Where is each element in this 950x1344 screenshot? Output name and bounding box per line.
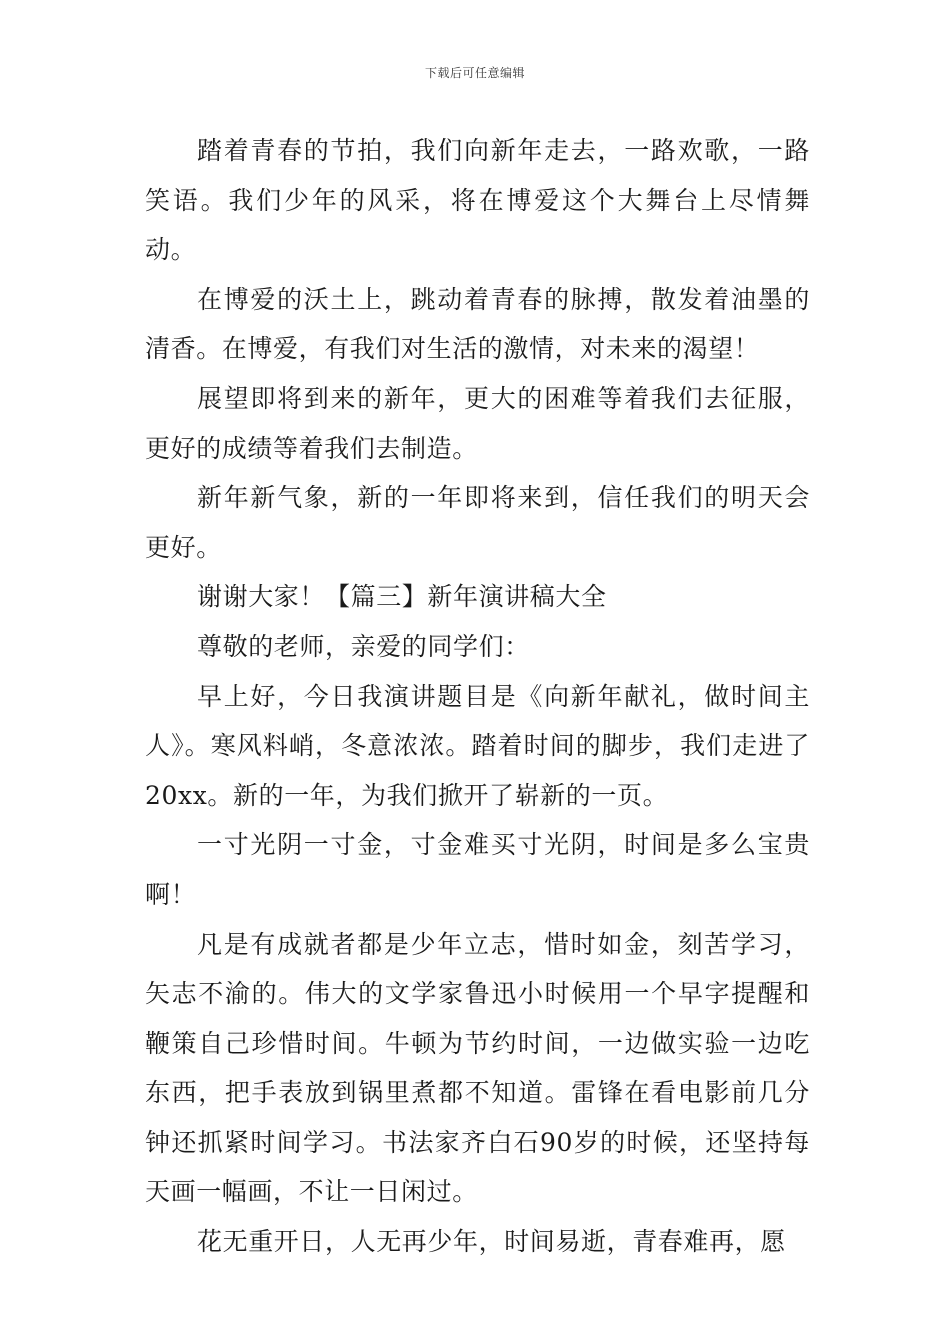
page-header: 下载后可任意编辑: [424, 66, 525, 80]
paragraph: 展望即将到来的新年，更大的困难等着我们去征服，更好的成绩等着我们去制造。: [145, 383, 810, 463]
salutation: 尊敬的老师，亲爱的同学们：: [197, 631, 530, 661]
paragraph: 在博爱的沃土上，跳动着青春的脉搏，散发着油墨的清香。在博爱，有我们对生活的激情，对未来的渴望！: [145, 284, 810, 364]
paragraph: 早上好，今日我演讲题目是《向新年献礼，做时间主人》。寒风料峭，冬意浓浓。踏着时间的脚步，我们走进了20xx。新的一年，为我们掀开了崭新的一页。: [145, 681, 810, 810]
paragraph: 踏着青春的节拍，我们向新年走去，一路欢歌，一路笑语。我们少年的风采，将在博爱这个大舞台上尽情舞动。: [145, 136, 810, 265]
section-heading-line: 谢谢大家！【篇三】新年演讲稿大全: [197, 582, 607, 612]
paragraph: 一寸光阴一寸金，寸金难买寸光阴，时间是多么宝贵啊！: [145, 830, 810, 909]
document-body: [145, 126, 810, 1267]
paragraph: 凡是有成就者都是少年立志，惜时如金，刻苦学习，矢志不渝的。伟大的文学家鲁迅小时候用一个早字提醒和鞭策自己珍惜时间。牛顿为节约时间，一边做实验一边吃东西，把手表放到锅里煮都不知道。雷锋在看电影前几分钟还抓紧时间学习。书法家齐白石90岁的时候，还坚持每天画一幅画，不让一日闲过。: [145, 929, 810, 1207]
paragraph: 花无重开日，人无再少年，时间易逝，青春难再，愿: [197, 1227, 786, 1257]
paragraph: 新年新气象，新的一年即将来到，信任我们的明天会更好。: [145, 483, 810, 562]
